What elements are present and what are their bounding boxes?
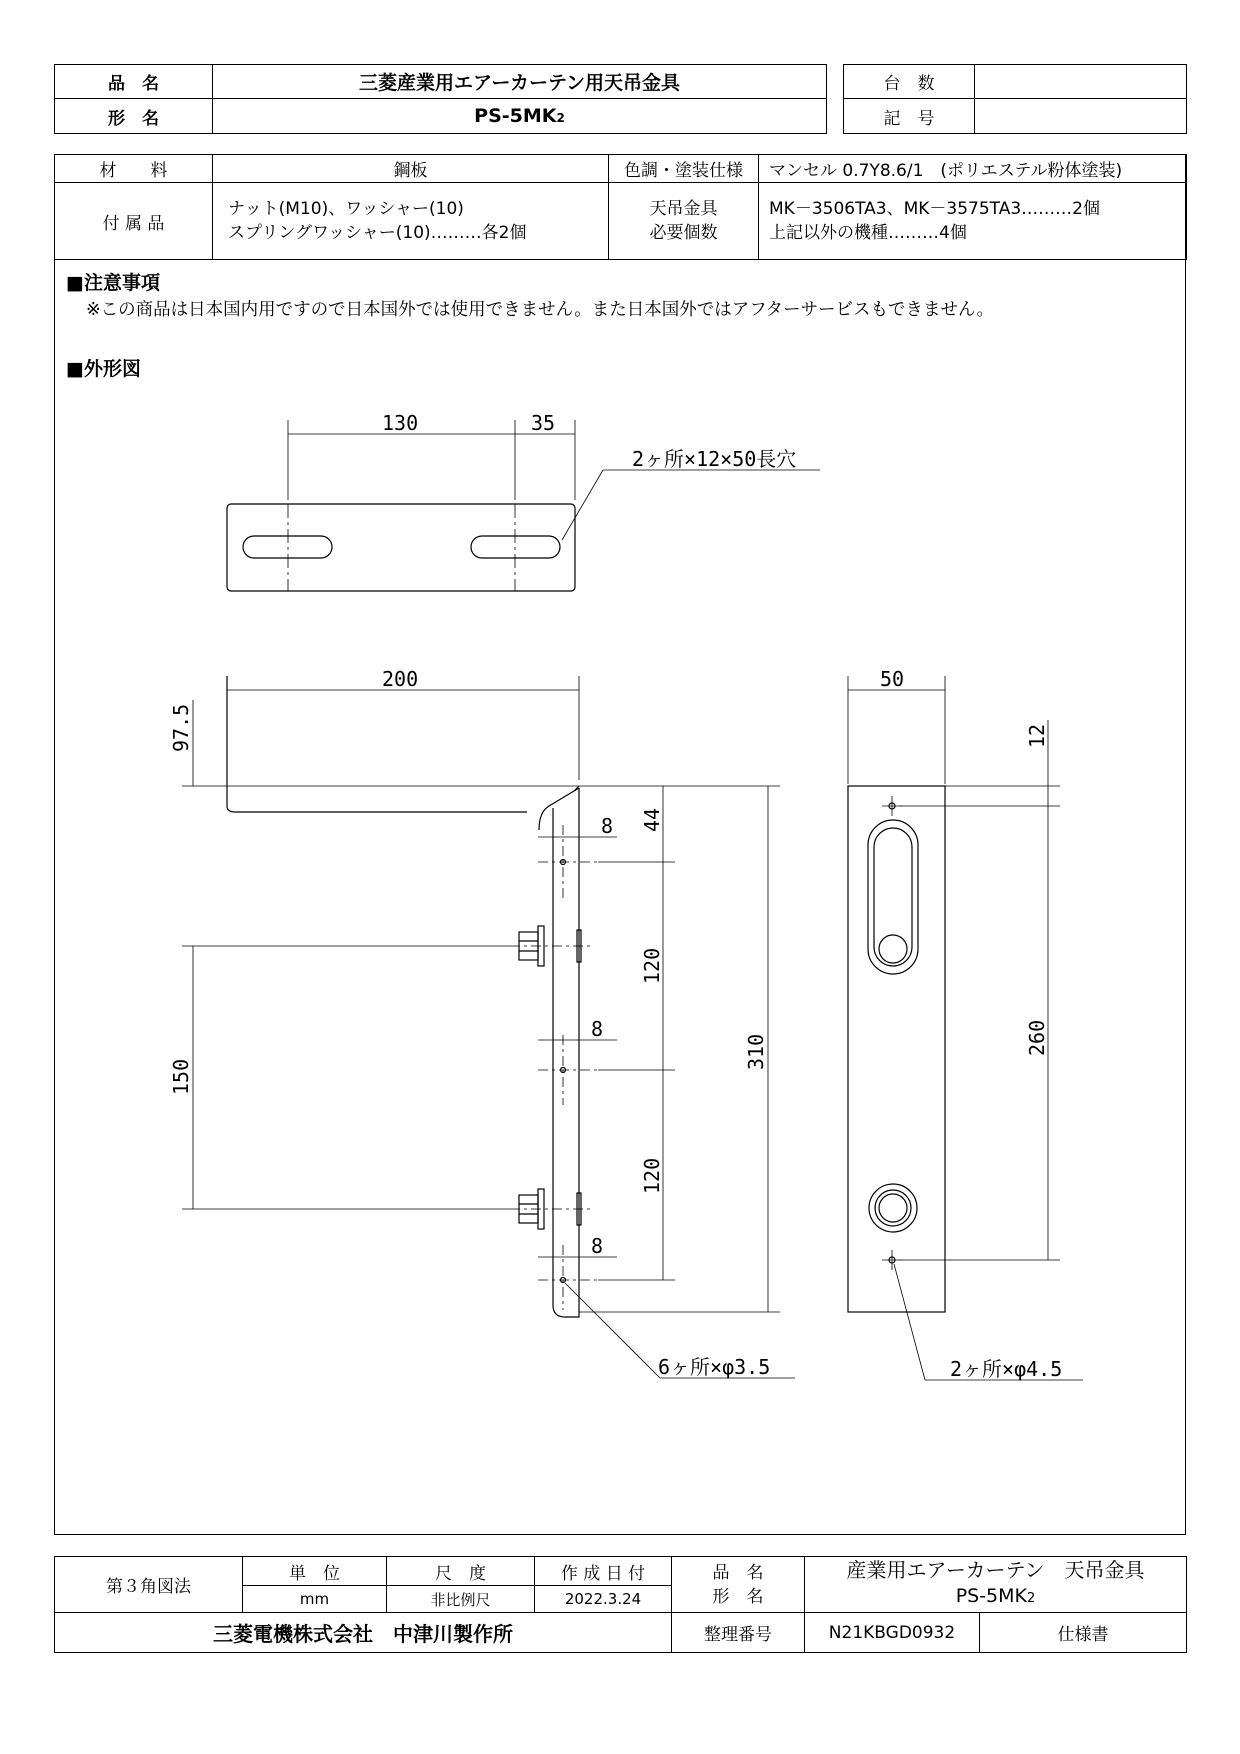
side-view-bracket xyxy=(227,680,579,820)
model-name: PS-5MK xyxy=(474,105,557,127)
front-view-plate xyxy=(848,786,945,1312)
footer-model: PS-5MK xyxy=(955,1585,1028,1607)
product-name-label: 品 名 xyxy=(55,65,213,99)
accessory-line-2: スプリングワッシャー(10)………各2個 xyxy=(228,223,527,243)
date-label: 作 成 日 付 xyxy=(535,1557,672,1586)
projection-method: 第３角図法 xyxy=(55,1557,243,1613)
dim-35: 35 xyxy=(531,411,556,435)
footer-product-cell xyxy=(805,1557,1187,1613)
footer-product-label: 品 名 xyxy=(712,1562,764,1583)
dim-8-lower: 8 xyxy=(591,1234,604,1258)
unit-label: 単 位 xyxy=(243,1557,387,1586)
dim-12: 12 xyxy=(1025,723,1049,748)
dim-260: 260 xyxy=(1025,1019,1049,1056)
dim-97-5: 97.5 xyxy=(169,703,193,752)
company-name: 三菱電機株式会社 中津川製作所 xyxy=(55,1613,672,1653)
footer-table xyxy=(54,1556,1187,1653)
bolt-upper xyxy=(519,926,581,966)
bolt-lower xyxy=(519,1189,581,1229)
dim-50: 50 xyxy=(880,667,905,691)
dim-130: 130 xyxy=(382,411,419,435)
accessory-line-1: ナット(M10)、ワッシャー(10) xyxy=(228,199,464,219)
footer-product-title: 産業用エアーカーテン 天吊金具 xyxy=(846,1558,1145,1582)
scale-value: 非比例尺 xyxy=(387,1586,535,1613)
outline-title: ■外形図 xyxy=(66,358,141,380)
hole-note-b: 2ヶ所×φ4.5 xyxy=(950,1357,1063,1381)
front-view-hole-lower xyxy=(869,1184,917,1232)
dim-120-lower: 120 xyxy=(640,1157,664,1194)
top-view-plate xyxy=(227,504,575,591)
required-count-line-1: MK－3506TA3、MK－3575TA3………2個 xyxy=(769,199,1100,219)
footer-name-labels xyxy=(672,1557,805,1613)
slot-note: 2ヶ所×12×50長穴 xyxy=(632,447,797,471)
accessory-label: 付 属 品 xyxy=(55,183,213,260)
front-view-hole-upper xyxy=(879,935,907,963)
quantity-label: 台 数 xyxy=(844,65,975,99)
dim-120-upper: 120 xyxy=(640,947,664,984)
product-name: 三菱産業用エアーカーテン用天吊金具 xyxy=(213,65,827,99)
model-suffix: 2 xyxy=(556,111,565,125)
notes-title: ■注意事項 xyxy=(66,272,160,294)
footer-model-label: 形 名 xyxy=(712,1586,764,1607)
ref-label: 整理番号 xyxy=(672,1613,805,1653)
symbol-label: 記 号 xyxy=(844,99,975,134)
notes-text: ※この商品は日本国内用ですので日本国外では使用できません。また日本国外ではアフターサービスもできません。 xyxy=(86,300,995,320)
dim-44: 44 xyxy=(640,807,664,832)
color-value: マンセル 0.7Y8.6/1 (ポリエステル粉体塗装) xyxy=(759,155,1187,183)
dim-8-middle: 8 xyxy=(591,1017,604,1041)
material-value: 鋼板 xyxy=(213,155,609,183)
top-view-slot-left xyxy=(243,536,332,558)
top-view-slot-right xyxy=(471,536,560,558)
unit-value: mm xyxy=(243,1586,387,1613)
ref-number: N21KBGD0932 xyxy=(805,1613,980,1653)
required-count-label-2: 必要個数 xyxy=(649,223,718,243)
color-label: 色調・塗装仕様 xyxy=(609,155,759,183)
required-count-label-1: 天吊金具 xyxy=(649,199,718,219)
material-label: 材 料 xyxy=(55,155,213,183)
date-value: 2022.3.24 xyxy=(535,1586,672,1613)
required-count-line-2: 上記以外の機種………4個 xyxy=(769,223,967,243)
dim-8-upper: 8 xyxy=(601,814,614,838)
front-view-slot xyxy=(868,820,918,974)
model-label: 形 名 xyxy=(55,99,213,134)
footer-model-suffix: 2 xyxy=(1027,1591,1036,1606)
doc-type: 仕様書 xyxy=(980,1613,1187,1653)
scale-label: 尺 度 xyxy=(387,1557,535,1586)
dim-310: 310 xyxy=(744,1033,768,1070)
dim-200: 200 xyxy=(382,667,419,691)
hole-note-a: 6ヶ所×φ3.5 xyxy=(658,1355,771,1379)
dim-150: 150 xyxy=(169,1058,193,1095)
